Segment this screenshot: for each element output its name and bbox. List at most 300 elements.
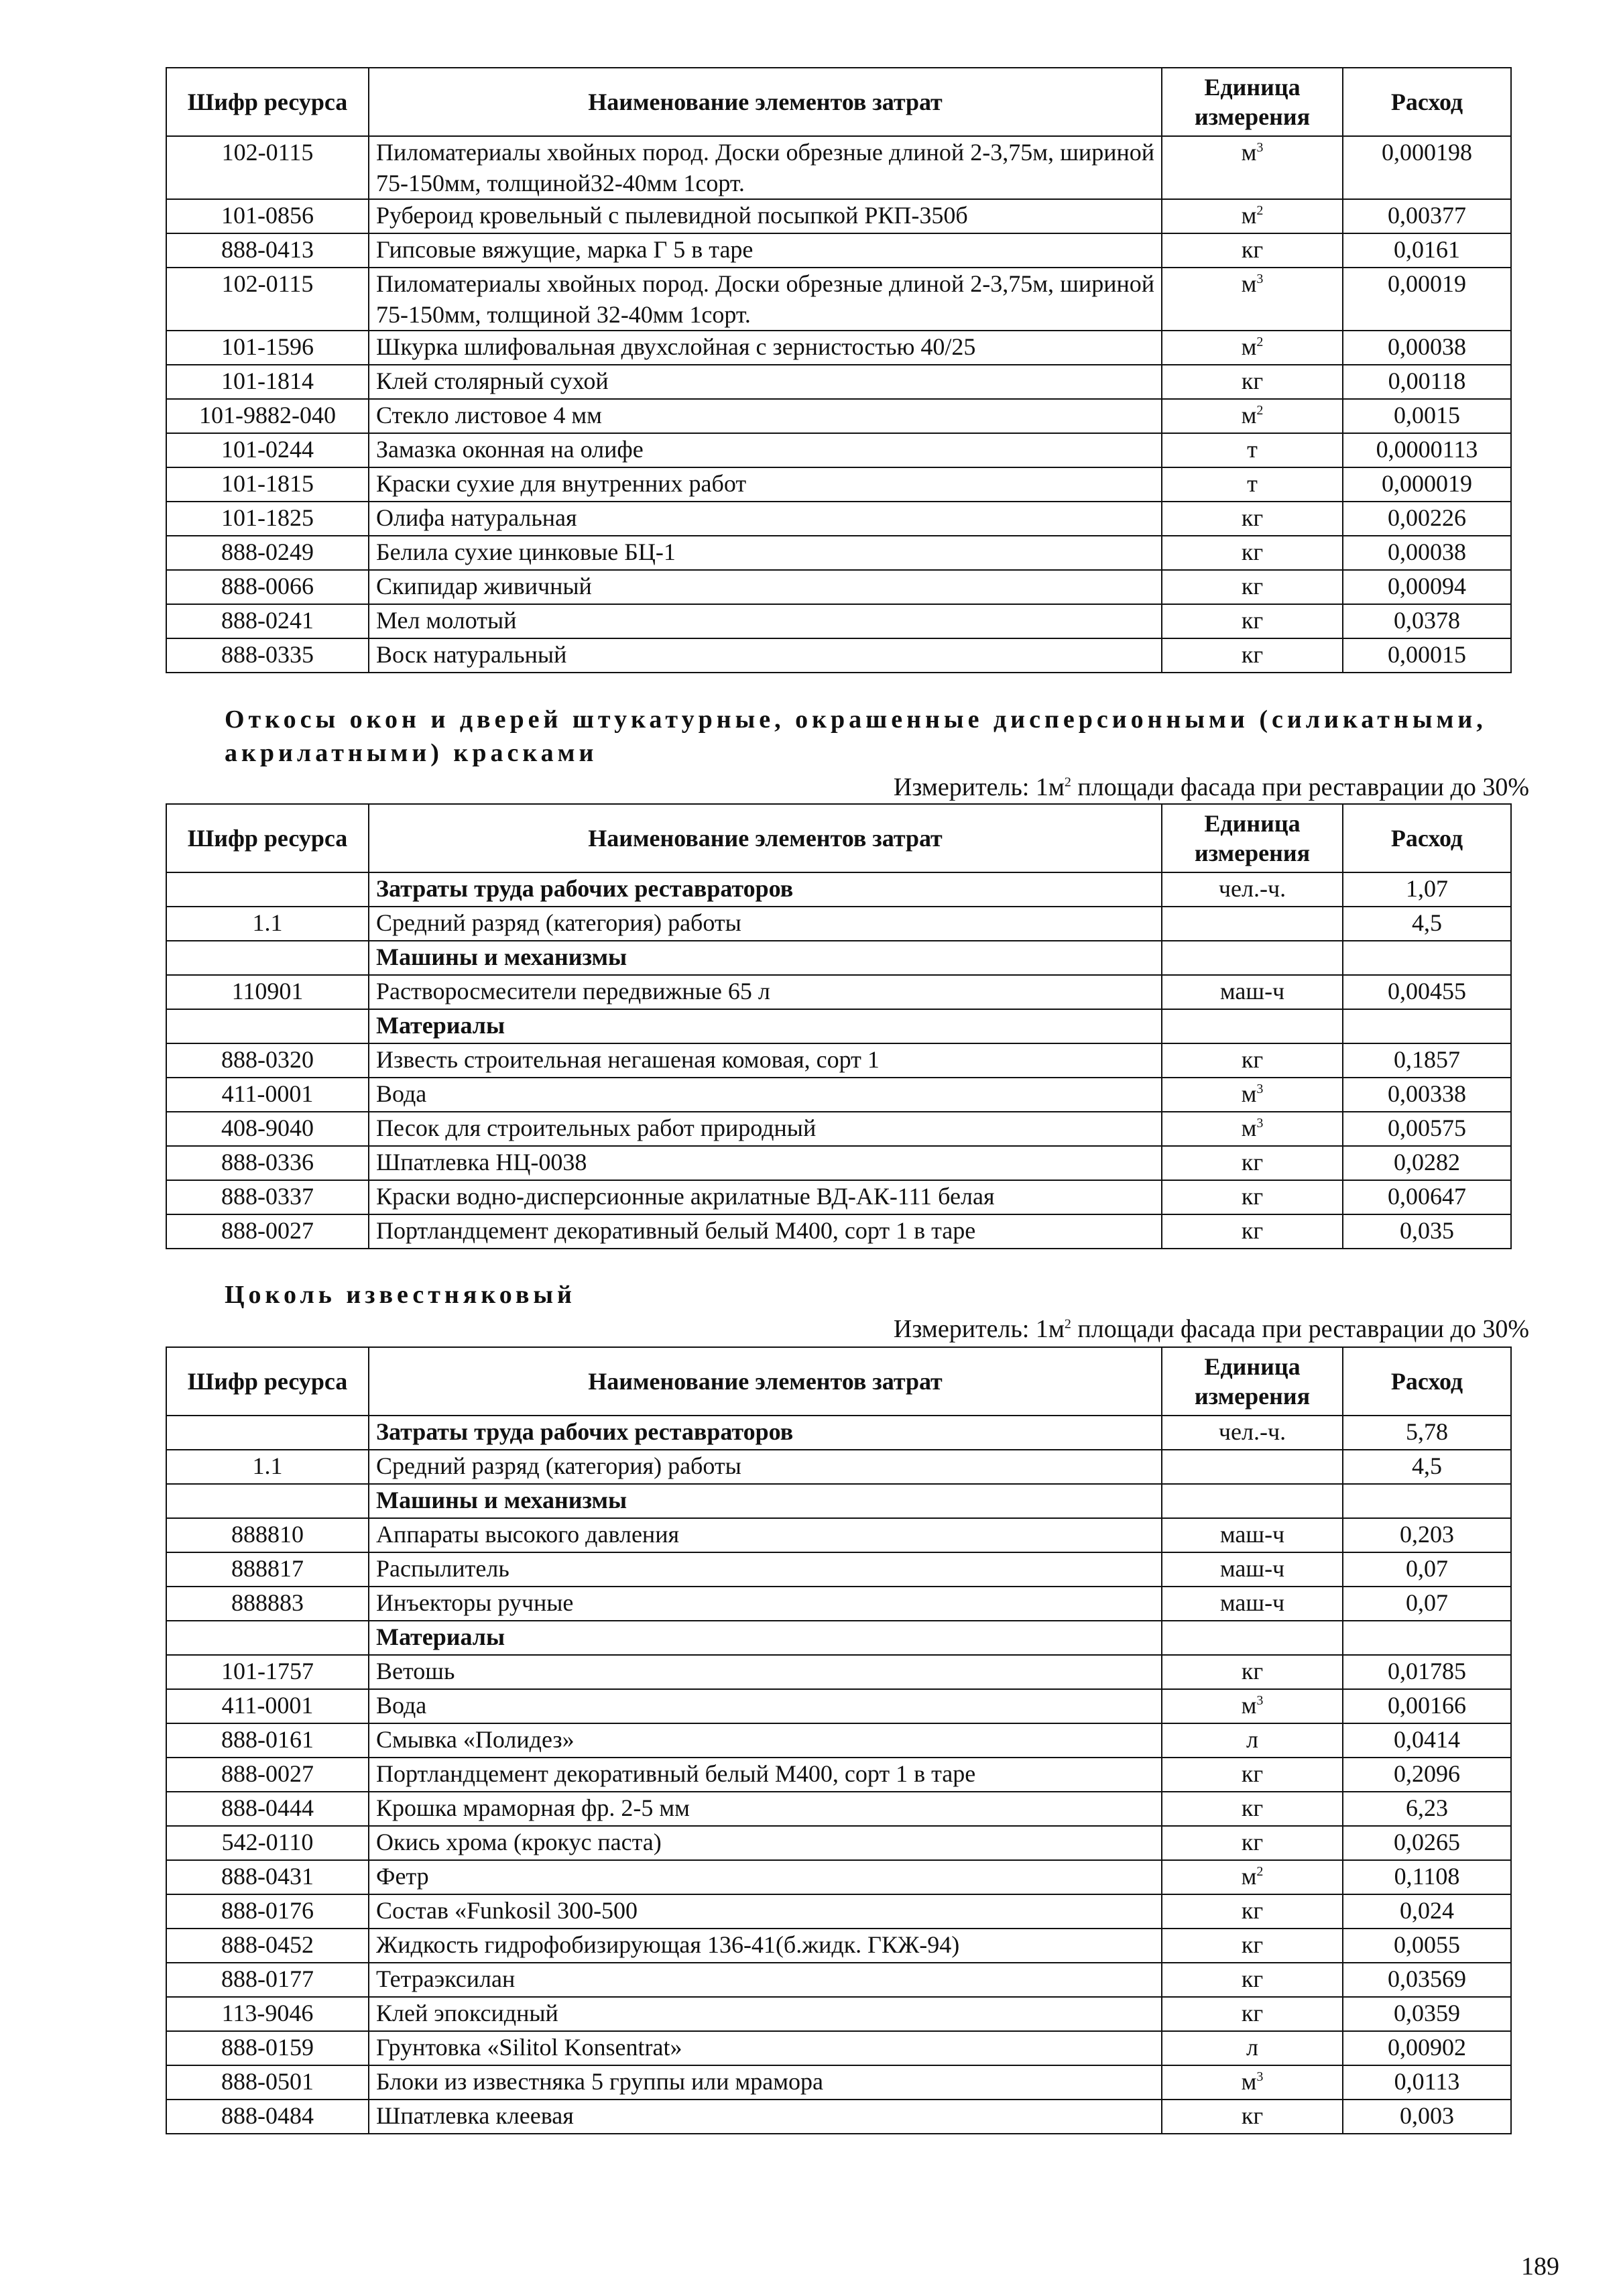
unit-cell xyxy=(1162,1963,1343,1997)
header-code: Шифр ресурса xyxy=(166,68,369,136)
unit-cell xyxy=(1162,1214,1343,1249)
cost-element-name-cell: Ветошь xyxy=(369,1655,1162,1689)
unit-text: чел.-ч. xyxy=(1218,875,1286,902)
unit-cell xyxy=(1162,136,1343,199)
table-row xyxy=(166,331,1511,365)
unit-cell xyxy=(1162,1758,1343,1792)
cost-element-name-cell: Жидкость гидрофобизирующая 136-41(б.жидк. ГКЖ-94) xyxy=(369,1929,1162,1963)
table-row xyxy=(166,1214,1511,1249)
table-body xyxy=(166,872,1511,1249)
resource-code-cell: 888-0249 xyxy=(166,536,369,570)
unit-exponent: 3 xyxy=(1256,1693,1264,1708)
cost-element-name-cell: Средний разряд (категория) работы xyxy=(369,1450,1162,1484)
consumption-value-cell: 0,000198 xyxy=(1343,136,1511,199)
header-unit: Единица измерения xyxy=(1162,804,1343,872)
resource-code-cell: 101-9882-040 xyxy=(166,399,369,433)
unit-text: л xyxy=(1246,1726,1258,1753)
consumption-value-cell: 0,00575 xyxy=(1343,1112,1511,1146)
unit-cell xyxy=(1162,1621,1343,1655)
unit-cell xyxy=(1162,1043,1343,1078)
unit-cell xyxy=(1162,1450,1343,1484)
unit-text: м xyxy=(1241,1863,1257,1890)
unit-text: кг xyxy=(1241,1183,1264,1210)
consumption-value-cell: 0,0359 xyxy=(1343,1997,1511,2031)
unit-cell xyxy=(1162,536,1343,570)
unit-cell xyxy=(1162,2065,1343,2100)
table-row xyxy=(166,136,1511,199)
consumption-value-cell: 0,01785 xyxy=(1343,1655,1511,1689)
table-body xyxy=(166,1416,1511,2134)
table-row xyxy=(166,1997,1511,2031)
resource-code-cell xyxy=(166,941,369,975)
consumption-value-cell: 0,00647 xyxy=(1343,1180,1511,1214)
resource-code-cell: 888-0320 xyxy=(166,1043,369,1078)
resource-code-cell xyxy=(166,1621,369,1655)
consumption-value-cell: 0,0282 xyxy=(1343,1146,1511,1180)
unit-cell xyxy=(1162,1112,1343,1146)
cost-element-name-cell: Краски водно-дисперсионные акрилатные ВД-АК-111 белая xyxy=(369,1180,1162,1214)
unit-cell xyxy=(1162,1078,1343,1112)
unit-cell xyxy=(1162,1826,1343,1860)
cost-element-name-cell: Крошка мраморная фр. 2-5 мм xyxy=(369,1792,1162,1826)
cost-element-name-cell: Замазка оконная на олифе xyxy=(369,433,1162,467)
cost-element-name-cell: Клей столярный сухой xyxy=(369,365,1162,399)
header-code: Шифр ресурса xyxy=(166,1347,369,1416)
table-header-row xyxy=(166,804,1511,872)
resource-code-cell: 888-0337 xyxy=(166,1180,369,1214)
consumption-value-cell: 0,0265 xyxy=(1343,1826,1511,1860)
header-value: Расход xyxy=(1343,68,1511,136)
resource-code-cell: 888-0176 xyxy=(166,1894,369,1929)
table-row xyxy=(166,1484,1511,1518)
unit-cell xyxy=(1162,1416,1343,1450)
consumption-value-cell: 0,00094 xyxy=(1343,570,1511,604)
cost-element-name-cell: Грунтовка «Silitol Konsentrat» xyxy=(369,2031,1162,2065)
unit-text: м xyxy=(1241,139,1257,166)
table-row xyxy=(166,941,1511,975)
unit-text: кг xyxy=(1241,1794,1264,1821)
unit-exponent: 2 xyxy=(1256,403,1264,418)
cost-element-name-cell: Состав «Funkosil 300-500 xyxy=(369,1894,1162,1929)
consumption-value-cell: 0,00902 xyxy=(1343,2031,1511,2065)
unit-text: кг xyxy=(1241,607,1264,634)
unit-text: л xyxy=(1246,2034,1258,2061)
consumption-value-cell: 4,5 xyxy=(1343,1450,1511,1484)
measure-suffix: площади фасада при реставрации до 30% xyxy=(1071,1315,1529,1343)
section-title-line1: Откосы окон и дверей штукатурные, окрашенные дисперсионными (силикатными, xyxy=(225,705,1487,734)
cost-element-name-cell: Инъекторы ручные xyxy=(369,1587,1162,1621)
unit-cell xyxy=(1162,268,1343,331)
unit-text: кг xyxy=(1241,367,1264,394)
resource-code-cell: 408-9040 xyxy=(166,1112,369,1146)
measure-prefix: Измеритель: 1м xyxy=(893,773,1065,801)
unit-exponent: 3 xyxy=(1256,272,1264,286)
consumption-value-cell: 0,0378 xyxy=(1343,604,1511,638)
resource-code-cell: 888-0241 xyxy=(166,604,369,638)
cost-element-name-cell: Распылитель xyxy=(369,1552,1162,1587)
table-row xyxy=(166,365,1511,399)
consumption-value-cell: 0,1108 xyxy=(1343,1860,1511,1894)
unit-cell xyxy=(1162,1484,1343,1518)
resource-code-cell: 101-1814 xyxy=(166,365,369,399)
unit-text: м xyxy=(1241,333,1257,360)
resource-code-cell: 888883 xyxy=(166,1587,369,1621)
table-row xyxy=(166,1587,1511,1621)
cost-element-name-cell: Материалы xyxy=(369,1621,1162,1655)
header-name: Наименование элементов затрат xyxy=(369,68,1162,136)
consumption-value-cell: 0,00377 xyxy=(1343,199,1511,233)
consumption-value-cell: 0,00038 xyxy=(1343,536,1511,570)
consumption-value-cell: 4,5 xyxy=(1343,907,1511,941)
unit-cell xyxy=(1162,1860,1343,1894)
cost-element-name-cell: Вода xyxy=(369,1689,1162,1723)
resource-code-cell: 102-0115 xyxy=(166,268,369,331)
consumption-value-cell: 0,00338 xyxy=(1343,1078,1511,1112)
table-row xyxy=(166,1180,1511,1214)
table-row xyxy=(166,1078,1511,1112)
unit-cell xyxy=(1162,1894,1343,1929)
unit-cell xyxy=(1162,1552,1343,1587)
section-title-line2: акрилатными) красками xyxy=(225,739,598,767)
consumption-value-cell: 0,00015 xyxy=(1343,638,1511,673)
unit-text: кг xyxy=(1241,1149,1264,1175)
cost-element-name-cell: Клей эпоксидный xyxy=(369,1997,1162,2031)
unit-text: м xyxy=(1241,402,1257,428)
consumption-value-cell xyxy=(1343,941,1511,975)
table-row xyxy=(166,1552,1511,1587)
table-row xyxy=(166,2031,1511,2065)
cost-element-name-cell: Вода xyxy=(369,1078,1162,1112)
table-row xyxy=(166,433,1511,467)
unit-cell xyxy=(1162,433,1343,467)
unit-exponent: 2 xyxy=(1256,203,1264,218)
table-row xyxy=(166,1043,1511,1078)
unit-cell xyxy=(1162,638,1343,673)
unit-text: кг xyxy=(1241,236,1264,263)
resource-code-cell: 888-0413 xyxy=(166,233,369,268)
unit-text: кг xyxy=(1241,504,1264,531)
resource-code-cell: 888-0177 xyxy=(166,1963,369,1997)
resource-code-cell xyxy=(166,872,369,907)
unit-cell xyxy=(1162,570,1343,604)
resource-code-cell: 101-1815 xyxy=(166,467,369,502)
cost-element-name-cell: Мел молотый xyxy=(369,604,1162,638)
unit-text: кг xyxy=(1241,641,1264,668)
unit-text: кг xyxy=(1241,1760,1264,1787)
cost-element-name-cell: Затраты труда рабочих реставраторов xyxy=(369,1416,1162,1450)
unit-cell xyxy=(1162,365,1343,399)
consumption-value-cell: 0,07 xyxy=(1343,1587,1511,1621)
consumption-value-cell: 0,0161 xyxy=(1343,233,1511,268)
page-number: 189 xyxy=(1521,2252,1559,2281)
cost-element-name-cell: Краски сухие для внутренних работ xyxy=(369,467,1162,502)
table-row xyxy=(166,570,1511,604)
cost-element-name-cell: Рубероид кровельный с пылевидной посыпкой РКП-350б xyxy=(369,199,1162,233)
unit-cell xyxy=(1162,1146,1343,1180)
cost-element-name-cell: Портландцемент декоративный белый М400, сорт 1 в таре xyxy=(369,1214,1162,1249)
unit-text: маш-ч xyxy=(1219,1555,1285,1582)
table-row xyxy=(166,467,1511,502)
resource-code-cell: 101-1757 xyxy=(166,1655,369,1689)
unit-text: м xyxy=(1241,1114,1257,1141)
table-row xyxy=(166,1621,1511,1655)
resource-code-cell: 888810 xyxy=(166,1518,369,1552)
resource-code-cell xyxy=(166,1416,369,1450)
unit-text: кг xyxy=(1241,1829,1264,1855)
header-value: Расход xyxy=(1343,804,1511,872)
header-unit: Единица измерения xyxy=(1162,68,1343,136)
unit-cell xyxy=(1162,399,1343,433)
unit-text: кг xyxy=(1241,1217,1264,1244)
materials-table-1 xyxy=(166,67,1512,673)
unit-exponent: 3 xyxy=(1256,1082,1264,1096)
cost-element-name-cell: Машины и механизмы xyxy=(369,1484,1162,1518)
unit-text: кг xyxy=(1241,2102,1264,2129)
measure-prefix: Измеритель: 1м xyxy=(893,1315,1065,1343)
unit-exponent: 3 xyxy=(1256,2069,1264,2084)
resource-code-cell xyxy=(166,1484,369,1518)
cost-element-name-cell: Шпатлевка клеевая xyxy=(369,2100,1162,2134)
cost-element-name-cell: Стекло листовое 4 мм xyxy=(369,399,1162,433)
cost-element-name-cell: Аппараты высокого давления xyxy=(369,1518,1162,1552)
cost-element-name-cell: Смывка «Полидез» xyxy=(369,1723,1162,1758)
table-row xyxy=(166,536,1511,570)
cost-element-name-cell: Белила сухие цинковые БЦ-1 xyxy=(369,536,1162,570)
header-unit: Единица измерения xyxy=(1162,1347,1343,1416)
resource-code-cell: 102-0115 xyxy=(166,136,369,199)
section-title-text: Цоколь известняковый xyxy=(225,1281,576,1309)
measure-unit-label xyxy=(894,1314,1529,1344)
table-row xyxy=(166,1758,1511,1792)
consumption-value-cell: 0,0055 xyxy=(1343,1929,1511,1963)
unit-cell xyxy=(1162,2100,1343,2134)
unit-cell xyxy=(1162,1997,1343,2031)
resource-code-cell: 110901 xyxy=(166,975,369,1009)
cost-element-name-cell: Растворосмесители передвижные 65 л xyxy=(369,975,1162,1009)
cost-element-name-cell: Машины и механизмы xyxy=(369,941,1162,975)
consumption-value-cell: 0,00038 xyxy=(1343,331,1511,365)
table-row xyxy=(166,1518,1511,1552)
consumption-value-cell: 0,07 xyxy=(1343,1552,1511,1587)
unit-text: кг xyxy=(1241,1931,1264,1958)
unit-cell xyxy=(1162,1792,1343,1826)
unit-exponent: 2 xyxy=(1256,1864,1264,1879)
cost-element-name-cell: Известь строительная негашеная комовая, сорт 1 xyxy=(369,1043,1162,1078)
header-name: Наименование элементов затрат xyxy=(369,804,1162,872)
cost-element-name-cell: Средний разряд (категория) работы xyxy=(369,907,1162,941)
table-row xyxy=(166,1826,1511,1860)
unit-cell xyxy=(1162,907,1343,941)
table-row xyxy=(166,502,1511,536)
consumption-value-cell: 0,035 xyxy=(1343,1214,1511,1249)
cost-element-name-cell: Шкурка шлифовальная двухслойная с зернистостью 40/25 xyxy=(369,331,1162,365)
resource-code-cell: 411-0001 xyxy=(166,1078,369,1112)
section-title-slopes xyxy=(225,703,1487,770)
unit-cell xyxy=(1162,2031,1343,2065)
resource-code-cell: 888-0159 xyxy=(166,2031,369,2065)
materials-table-3 xyxy=(166,1346,1512,2134)
unit-exponent: 3 xyxy=(1256,1116,1264,1131)
measure-sup: 2 xyxy=(1064,774,1071,790)
table-row xyxy=(166,1009,1511,1043)
consumption-value-cell: 0,1857 xyxy=(1343,1043,1511,1078)
resource-code-cell: 888-0027 xyxy=(166,1758,369,1792)
unit-cell xyxy=(1162,1689,1343,1723)
consumption-value-cell: 0,00226 xyxy=(1343,502,1511,536)
cost-element-name-cell: Затраты труда рабочих реставраторов xyxy=(369,872,1162,907)
unit-cell xyxy=(1162,467,1343,502)
unit-text: м xyxy=(1241,1692,1257,1719)
resource-code-cell: 101-0856 xyxy=(166,199,369,233)
consumption-value-cell: 0,000019 xyxy=(1343,467,1511,502)
unit-exponent: 3 xyxy=(1256,140,1264,155)
unit-cell xyxy=(1162,1518,1343,1552)
unit-text: м xyxy=(1241,1080,1257,1107)
table-row xyxy=(166,604,1511,638)
cost-element-name-cell: Воск натуральный xyxy=(369,638,1162,673)
unit-text: кг xyxy=(1241,2000,1264,2026)
table-row xyxy=(166,1112,1511,1146)
unit-cell xyxy=(1162,872,1343,907)
resource-code-cell: 888-0335 xyxy=(166,638,369,673)
unit-cell xyxy=(1162,1723,1343,1758)
consumption-value-cell: 0,2096 xyxy=(1343,1758,1511,1792)
table-row xyxy=(166,233,1511,268)
header-name: Наименование элементов затрат xyxy=(369,1347,1162,1416)
cost-element-name-cell: Блоки из известняка 5 группы или мрамора xyxy=(369,2065,1162,2100)
consumption-value-cell: 0,0015 xyxy=(1343,399,1511,433)
materials-table-2 xyxy=(166,803,1512,1249)
table-row xyxy=(166,1792,1511,1826)
consumption-value-cell: 0,00455 xyxy=(1343,975,1511,1009)
unit-text: кг xyxy=(1241,1897,1264,1924)
table-row xyxy=(166,872,1511,907)
cost-element-name-cell: Гипсовые вяжущие, марка Г 5 в таре xyxy=(369,233,1162,268)
resource-code-cell: 888817 xyxy=(166,1552,369,1587)
table-row xyxy=(166,1146,1511,1180)
table-header-row xyxy=(166,1347,1511,1416)
unit-text: м xyxy=(1241,270,1257,297)
unit-text: кг xyxy=(1241,573,1264,599)
table-row xyxy=(166,975,1511,1009)
unit-cell xyxy=(1162,1009,1343,1043)
cost-element-name-cell: Материалы xyxy=(369,1009,1162,1043)
measure-suffix: площади фасада при реставрации до 30% xyxy=(1071,773,1529,801)
cost-element-name-cell: Тетраэксилан xyxy=(369,1963,1162,1997)
resource-code-cell: 888-0431 xyxy=(166,1860,369,1894)
unit-text: маш-ч xyxy=(1219,1521,1285,1548)
measure-sup: 2 xyxy=(1064,1316,1071,1332)
consumption-value-cell: 5,78 xyxy=(1343,1416,1511,1450)
table-row xyxy=(166,1450,1511,1484)
table-header-row xyxy=(166,68,1511,136)
cost-element-name-cell: Пиломатериалы хвойных пород. Доски обрезные длиной 2-3,75м, шириной 75-150мм, толщиной32-40мм 1сорт. xyxy=(369,136,1162,199)
table-row xyxy=(166,1723,1511,1758)
unit-cell xyxy=(1162,502,1343,536)
consumption-value-cell: 0,0000113 xyxy=(1343,433,1511,467)
unit-text: маш-ч xyxy=(1219,1589,1285,1616)
unit-text: кг xyxy=(1241,538,1264,565)
resource-code-cell: 113-9046 xyxy=(166,1997,369,2031)
unit-cell xyxy=(1162,233,1343,268)
consumption-value-cell: 0,024 xyxy=(1343,1894,1511,1929)
unit-text: м xyxy=(1241,2068,1257,2095)
resource-code-cell: 888-0484 xyxy=(166,2100,369,2134)
resource-code-cell: 101-1596 xyxy=(166,331,369,365)
unit-cell xyxy=(1162,604,1343,638)
table-row xyxy=(166,1689,1511,1723)
resource-code-cell: 1.1 xyxy=(166,1450,369,1484)
unit-cell xyxy=(1162,1587,1343,1621)
consumption-value-cell: 0,003 xyxy=(1343,2100,1511,2134)
unit-cell xyxy=(1162,1655,1343,1689)
unit-cell xyxy=(1162,331,1343,365)
resource-code-cell: 888-0336 xyxy=(166,1146,369,1180)
consumption-value-cell: 0,00118 xyxy=(1343,365,1511,399)
unit-text: т xyxy=(1247,436,1258,463)
resource-code-cell: 888-0161 xyxy=(166,1723,369,1758)
cost-element-name-cell: Пиломатериалы хвойных пород. Доски обрезные длиной 2-3,75м, шириной 75-150мм, толщиной 32-40мм 1сорт. xyxy=(369,268,1162,331)
consumption-value-cell: 0,03569 xyxy=(1343,1963,1511,1997)
table-row xyxy=(166,907,1511,941)
resource-code-cell: 888-0501 xyxy=(166,2065,369,2100)
table-row xyxy=(166,1894,1511,1929)
resource-code-cell: 542-0110 xyxy=(166,1826,369,1860)
resource-code-cell: 888-0452 xyxy=(166,1929,369,1963)
unit-text: т xyxy=(1247,470,1258,497)
table-row xyxy=(166,268,1511,331)
unit-cell xyxy=(1162,199,1343,233)
section-title-plinth xyxy=(225,1278,576,1312)
consumption-value-cell: 0,00019 xyxy=(1343,268,1511,331)
unit-text: кг xyxy=(1241,1658,1264,1684)
consumption-value-cell: 0,0113 xyxy=(1343,2065,1511,2100)
table-row xyxy=(166,1963,1511,1997)
consumption-value-cell: 0,203 xyxy=(1343,1518,1511,1552)
unit-text: чел.-ч. xyxy=(1218,1418,1286,1445)
resource-code-cell xyxy=(166,1009,369,1043)
resource-code-cell: 101-0244 xyxy=(166,433,369,467)
resource-code-cell: 888-0066 xyxy=(166,570,369,604)
consumption-value-cell: 1,07 xyxy=(1343,872,1511,907)
resource-code-cell: 411-0001 xyxy=(166,1689,369,1723)
table-row xyxy=(166,1860,1511,1894)
cost-element-name-cell: Шпатлевка НЦ-0038 xyxy=(369,1146,1162,1180)
table-row xyxy=(166,1416,1511,1450)
cost-element-name-cell: Скипидар живичный xyxy=(369,570,1162,604)
consumption-value-cell: 6,23 xyxy=(1343,1792,1511,1826)
table-row xyxy=(166,2065,1511,2100)
table-row xyxy=(166,2100,1511,2134)
resource-code-cell: 101-1825 xyxy=(166,502,369,536)
table-row xyxy=(166,199,1511,233)
unit-text: маш-ч xyxy=(1219,978,1285,1005)
resource-code-cell: 1.1 xyxy=(166,907,369,941)
header-code: Шифр ресурса xyxy=(166,804,369,872)
consumption-value-cell xyxy=(1343,1484,1511,1518)
table-row xyxy=(166,1655,1511,1689)
unit-cell xyxy=(1162,941,1343,975)
header-value: Расход xyxy=(1343,1347,1511,1416)
consumption-value-cell xyxy=(1343,1621,1511,1655)
resource-code-cell: 888-0027 xyxy=(166,1214,369,1249)
table-body xyxy=(166,136,1511,673)
cost-element-name-cell: Портландцемент декоративный белый М400, сорт 1 в таре xyxy=(369,1758,1162,1792)
cost-element-name-cell: Фетр xyxy=(369,1860,1162,1894)
measure-unit-label xyxy=(894,772,1529,802)
cost-element-name-cell: Окись хрома (крокус паста) xyxy=(369,1826,1162,1860)
unit-cell xyxy=(1162,1929,1343,1963)
